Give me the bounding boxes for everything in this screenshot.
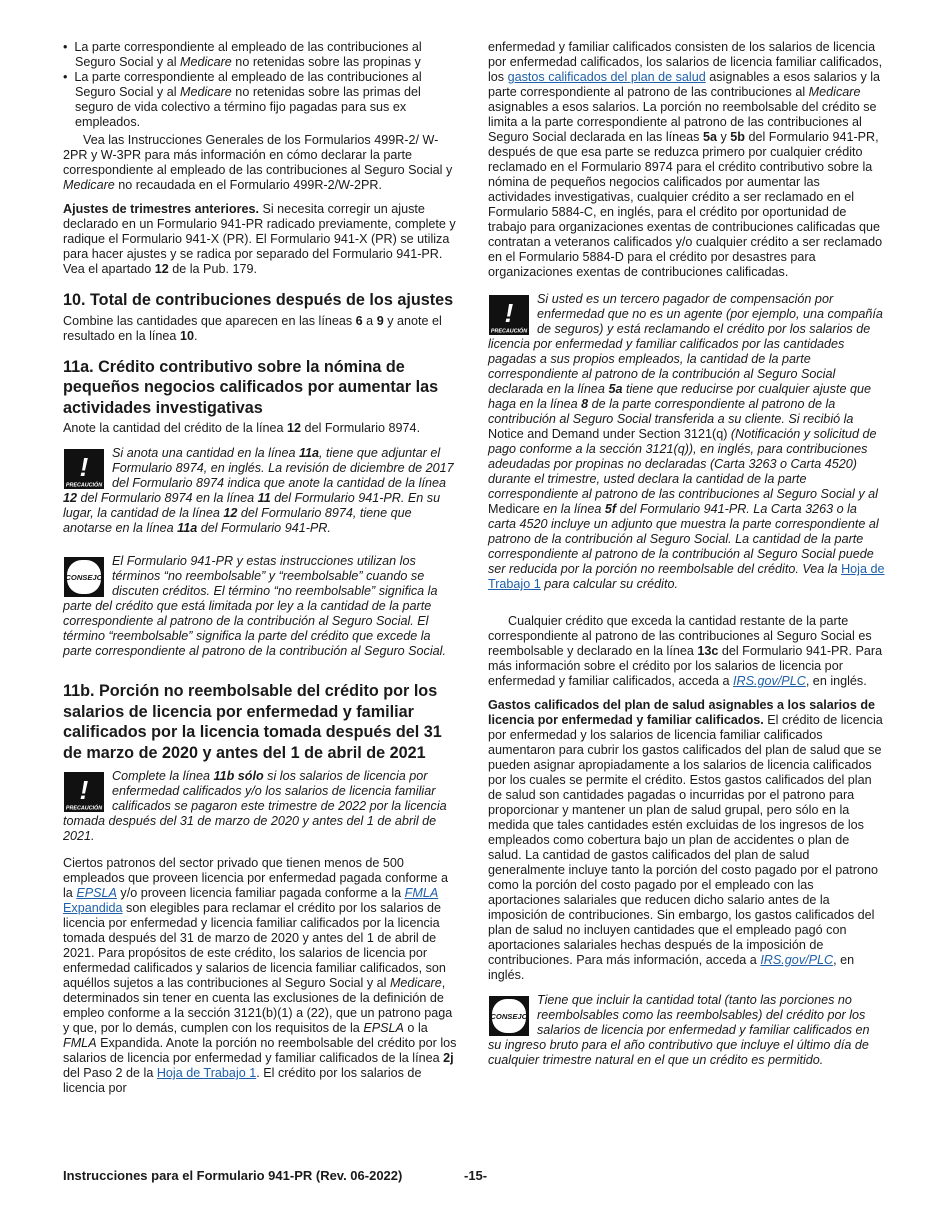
irs-plc-link[interactable]: IRS.gov/PLC [760,953,834,967]
caution-icon [64,449,104,489]
paragraph-line-10: Combine las cantidades que aparecen en las líneas 6 a 9 y anote el resultado en la línea 10. [63,313,442,343]
health-plan-expenses-link[interactable]: gastos calificados del plan de salud [507,70,706,84]
svg-text:CONSEJO: CONSEJO [65,573,103,582]
page-number: -15- [464,1168,488,1183]
paragraph-line-11a: Anote la cantidad del crédito de la línea 12 del Formulario 8974. [63,421,421,435]
heading-line-10: 10. Total de contribuciones después de los ajustes [63,291,454,309]
worksheet-1-link[interactable]: Hoja de Trabajo 1 [488,562,885,591]
svg-text:!: ! [79,452,89,482]
irs-plc-link[interactable]: IRS.gov/PLC [733,674,806,688]
tip-note: CONSEJO El Formulario 941-PR y estas instrucciones utilizan los términos “no reembolsable” y “reembolsable” cuando se discuten créditos. El término “no reembolsable” significa la parte del crédito que está limitada por ley a la cantidad de la parte correspondiente al patrono de la contribución al Seguro Social. El término “reembolsable” significa la parte del crédito que excede la parte correspondiente al patrono de la contribución al Seguro Social. [63,554,446,658]
epsla-link[interactable]: EPSLA [76,886,117,900]
caution-icon [64,772,104,812]
svg-text:!: ! [504,298,514,328]
caution-note: ! PRECAUCIÓN Si anota una cantidad en la línea 11a, tiene que adjuntar el Formulario 8974, en inglés. La revisión de diciembre de 2017 del Formulario 8974 indica que anote la cantidad de la línea 12 del Formulario 8974 en la línea 11 del Formulario 941-PR. En su lugar, la cantidad de la línea 12 del Formulario 8974, tiene que anotarse en la línea 11a del Formulario 941-PR. [63,446,454,535]
caution-icon [489,295,529,335]
svg-text:PRECAUCIÓN: PRECAUCIÓN [65,482,103,489]
bullet-item: • La parte correspondiente al empleado de las contribuciones al Seguro Social y al Medicare no retenidas sobre las propinas y [63,40,422,69]
paragraph-continued: enfermedad y familiar calificados consisten de los salarios de licencia por enfermedad calificados, los salarios de licencia familiar calificados, los gastos calificados del plan de salud asignables a esos salarios y la parte correspondiente al patrono de las contribuciones al Medicare asignables a esos salarios. La porción no reembolsable del crédito se limita a la parte correspondiente al patrono de las contribuciones al Seguro Social declarada en las líneas 5a y 5b del Formulario 941-PR, después de que esa parte se reduzca primero por cualquier crédito reclamado en el Formulario 8974 para el crédito contributivo sobre la nómina de pequeños negocios calificados por aumentar las actividades investigativas, cualquier crédito a ser reclamado en el Formulario 5884-C, en inglés, para el crédito por oportunidad de trabajo para organizaciones exentas de contribuciones calificadas que contratan a veteranos calificados y/o cualquier crédito a ser reclamado en el Formulario 5884-D para el crédito por desastres para organizaciones exentas de contribuciones calificadas. [488,40,883,279]
paragraph-cualquier-credito: Cualquier crédito que exceda la cantidad restante de la parte correspondiente al patrono de las contribuciones al Seguro Social es reembolsable y declarado en la línea 13c del Formulario 941-PR. Para más información sobre el crédito por los salarios de licencia por enfermedad y familiar calificados, acceda a IRS.gov/PLC, en inglés. [488,614,883,688]
svg-text:!: ! [79,775,89,805]
left-column [63,40,461,1105]
paragraph-gastos: Gastos calificados del plan de salud asignables a los salarios de licencia por enfermedad y familiar calificados. El crédito de licencia por enfermedad y los salarios de licencia familiar calificados aumentaron para cubrir los gastos calificados del plan de salud que se pueden asignar apropiadamente a los salarios de licencia calificados por los cuales se permite el crédito. Estos gastos calificados del plan de salud son cantidades pagadas o incurridas por el patrono para proporcionar y mantener un plan de salud grupal, pero sólo en la medida que tales cantidades estén excluidas de los ingresos de los empleados como cobertura bajo un plan de accidentes o plan de salud. La cantidad de gastos calificados del plan de salud generalmente incluye tanto la porción del costo pagado por el patrono como la porción del costo pagado por el empleado con las aportaciones salariales que reducen dicho salario antes de la imposición de contribuciones. Sin embargo, los gastos calificados del plan de salud no incluyen cantidades que el empleado pagó con aportaciones salariales hechas después de la imposición de contribuciones. Para más información, acceda a IRS.gov/PLC, en inglés. [488,698,883,982]
caution-note: ! PRECAUCIÓN Si usted es un tercero pagador de compensación por enfermedad que no es un agente (por ejemplo, una compañía de seguros) y está reclamando el crédito por los salarios de licencia por enfermedad y familiar calificados por las cantidades pagadas a sus propios empleados, la cantidad de la parte correspondiente al patrono de la contribución al Seguro Social declarada en la línea 5a tiene que reducirse por cualquier ajuste que haga en la línea 8 de la parte correspondiente al patrono de la contribución al Seguro Social transferida a su cliente. Si recibió la Notice and Demand under Section 3121(q) (Notificación y solicitud de pago conforme a la sección 3121(q)), en inglés, para contribuciones adeudadas por propinas no declaradas (Carta 3263 o Carta 4520) durante el trimestre, usted declara la cantidad de la parte correspondiente al patrono de las contribuciones al Seguro Social y al Medicare en la línea 5f del Formulario 941-PR. La Carta 3263 o la carta 4520 incluye un adjunto que muestra la parte correspondiente al patrono de la contribución al Seguro Social. La cantidad de la parte correspondiente al patrono de la contribución al Seguro Social puede ser reducida por la porción no reembolsable del crédito. Vea la Hoja de Trabajo 1 para calcular su crédito. [488,292,885,591]
right-column [488,40,886,1080]
fmla-expandida-link[interactable]: FMLA Expandida [63,886,439,915]
svg-text:PRECAUCIÓN: PRECAUCIÓN [490,328,528,335]
paragraph-ciertos-patronos: Ciertos patronos del sector privado que tienen menos de 500 empleados que proveen licencia por enfermedad pagada conforme a la EPSLA y/o proveen licencia familiar pagada conforme a la FMLA Expandida son elegibles para reclamar el crédito por los salarios de licencia por enfermedad y licencia familiar calificados por la licencia tomada después del 31 de marzo de 2020 y antes del 1 de abril de 2021. Para propósitos de este crédito, los salarios de licencia por enfermedad calificados y salarios de licencia familiar calificados, son aquéllos sujetos a las contribuciones al Seguro Social y al Medicare, determinados sin tener en cuenta las exclusiones de la definición de empleo conforme a la sección 3121(b)(1) a (22), que un patrono paga y que, por lo demás, cumplen con los requisitos de la EPSLA o la FMLA Expandida. Anote la porción no reembolsable del crédito por los salarios de licencia por enfermedad y familiar calificados de la línea 2j del Paso 2 de la Hoja de Trabajo 1. El crédito por los salarios de licencia por [63,856,457,1095]
svg-text:CONSEJO: CONSEJO [490,1012,528,1021]
svg-text:PRECAUCIÓN: PRECAUCIÓN [65,805,103,812]
caution-note: ! PRECAUCIÓN Complete la línea 11b sólo si los salarios de licencia por enfermedad calificados y/o los salarios de licencia familiar calificados se pagaron este trimestre de 2022 por la licencia tomada después del 31 de marzo de 2020 y antes del 1 de abril de 2021. [63,769,447,843]
paragraph-vea: Vea las Instrucciones Generales de los Formularios 499R-2/ W-2PR y W-3PR para más información en cómo declarar la parte correspondiente al empleado de las contribuciones al Seguro Social y Medicare no recaudada en el Formulario 499R-2/W-2PR. [63,133,453,192]
bullet-item: • La parte correspondiente al empleado de las contribuciones al Seguro Social y al Medicare no retenidas sobre las primas del seguro de vida colectivo a término fijo pagadas para sus ex empleados. [63,70,422,129]
tip-icon [489,996,529,1036]
worksheet-1-link[interactable]: Hoja de Trabajo 1 [156,1066,257,1080]
paragraph-ajustes: Ajustes de trimestres anteriores. Si necesita corregir un ajuste declarado en un Formulario 941-PR radicado previamente, complete y radique el Formulario 941-X (PR). El Formulario 941-X (PR) se utiliza para hacer ajustes y se radica por separado del Formulario 941-PR. Vea el apartado 12 de la Pub. 179. [63,202,456,276]
heading-line-11a: 11a. Crédito contributivo sobre la nómina de pequeños negocios calificados por aumentar las actividades investigativas [63,357,439,417]
footer-title: Instrucciones para el Formulario 941-PR (Rev. 06-2022) [63,1168,403,1183]
heading-line-11b: 11b. Porción no reembolsable del crédito por los salarios de licencia por enfermedad y familiar calificados por la licencia tomada después del 31 de marzo de 2020 y antes del 1 de abril de 2021 [63,682,442,762]
tip-icon [64,557,104,597]
tip-note: CONSEJO Tiene que incluir la cantidad total (tanto las porciones no reembolsables como las reembolsables) del crédito por los salarios de licencia por enfermedad y familiar calificados en su ingreso bruto para el año contributivo que incluye el último día de cualquier trimestre natural en el que un crédito es permitido. [488,993,870,1067]
